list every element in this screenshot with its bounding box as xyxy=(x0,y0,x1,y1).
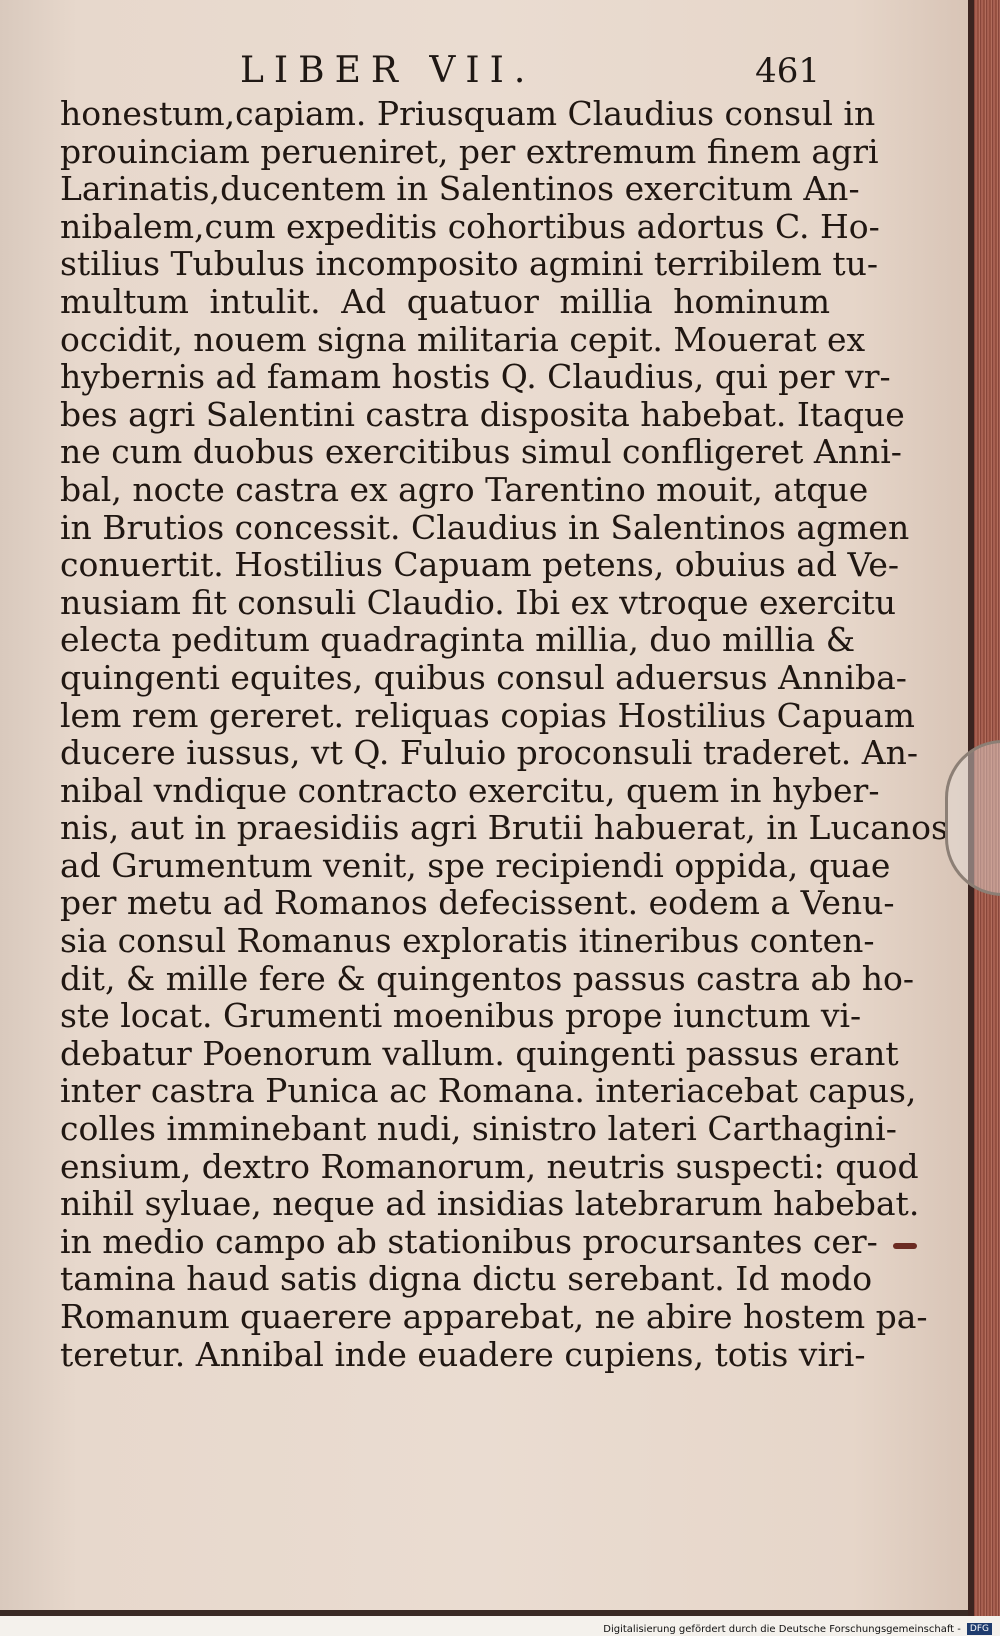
text-line: nibalem,cum expeditis cohortibus adortus C. Ho- xyxy=(60,206,880,246)
text-line: ne cum duobus exercitibus simul confligeret Anni- xyxy=(60,432,902,472)
page-number: 461 xyxy=(755,51,820,91)
text-line: stilius Tubulus incomposito agmini terribilem tu- xyxy=(60,244,879,284)
text-line: dit, & mille fere & quingentos passus castra ab ho- xyxy=(60,958,915,998)
text-line: debatur Poenorum vallum. quingenti passus erant xyxy=(60,1033,899,1073)
text-line: hybernis ad famam hostis Q. Claudius, qui per vr- xyxy=(60,357,891,397)
text-line: per metu ad Romanos defecissent. eodem a Venu- xyxy=(60,883,895,923)
text-line: occidit, nouem signa militaria cepit. Mouerat ex xyxy=(60,319,866,359)
text-line: quingenti equites, quibus consul aduersus Anniba- xyxy=(60,657,907,697)
text-line: electa peditum quadraginta millia, duo millia & xyxy=(60,620,856,660)
text-line: ad Grumentum venit, spe recipiendi oppida, quae xyxy=(60,845,891,885)
text-line: conuertit. Hostilius Capuam petens, obuius ad Ve- xyxy=(60,545,900,585)
text-line: teretur. Annibal inde euadere cupiens, totis viri- xyxy=(60,1334,866,1374)
text-line: honestum,capiam. Priusquam Claudius consul in xyxy=(60,94,876,133)
text-line: multum intulit. Ad quatuor millia hominum xyxy=(60,281,830,321)
text-line: nis, aut in praesidiis agri Brutii habuerat, in Lucanos xyxy=(60,808,948,848)
text-line: sia consul Romanus exploratis itineribus conten- xyxy=(60,921,875,961)
page-title: LIBER VII. xyxy=(240,50,536,91)
text-line: bal, nocte castra ex agro Tarentino mouit, atque xyxy=(60,469,869,509)
text-line: nihil syluae, neque ad insidias latebrarum habebat. xyxy=(60,1184,920,1224)
text-line: inter castra Punica ac Romana. interiacebat capus, xyxy=(60,1071,917,1111)
body-text xyxy=(60,94,948,1374)
text-line: ste locat. Grumenti moenibus prope iunctum vi- xyxy=(60,996,862,1036)
dfg-logo-icon: DFG xyxy=(967,1623,992,1635)
text-line: Romanum quaerere apparebat, ne abire hostem pa- xyxy=(60,1297,928,1336)
text-line: nibal vndique contracto exercitu, quem in hyber- xyxy=(60,770,880,810)
text-line: prouinciam perueniret, per extremum finem agri xyxy=(60,131,879,171)
text-line: colles imminebant nudi, sinistro lateri Carthagini- xyxy=(60,1109,897,1149)
text-line: bes agri Salentini castra disposita habebat. Itaque xyxy=(60,394,905,434)
ink-mark xyxy=(893,1243,917,1249)
text-line: ducere iussus, vt Q. Fuluio proconsuli traderet. An- xyxy=(60,733,918,773)
text-line: in medio campo ab stationibus procursantes cer- xyxy=(60,1221,878,1261)
digitization-credit xyxy=(0,1622,1000,1636)
text-line: tamina haud satis digna dictu serebant. Id modo xyxy=(60,1259,873,1299)
text-line: ensium, dextro Romanorum, neutris suspecti: quod xyxy=(60,1146,919,1186)
text-line: nusiam fit consuli Claudio. Ibi ex vtroque exercitu xyxy=(60,582,897,622)
text-line: in Brutios concessit. Claudius in Salentinos agmen xyxy=(60,507,910,547)
running-head xyxy=(240,50,820,91)
text-line: lem rem gereret. reliquas copias Hostilius Capuam xyxy=(60,695,915,735)
credit-text: Digitalisierung gefördert durch die Deutsche Forschungsgemeinschaft - xyxy=(603,1623,961,1635)
text-line: Larinatis,ducentem in Salentinos exercitum An- xyxy=(60,169,860,209)
